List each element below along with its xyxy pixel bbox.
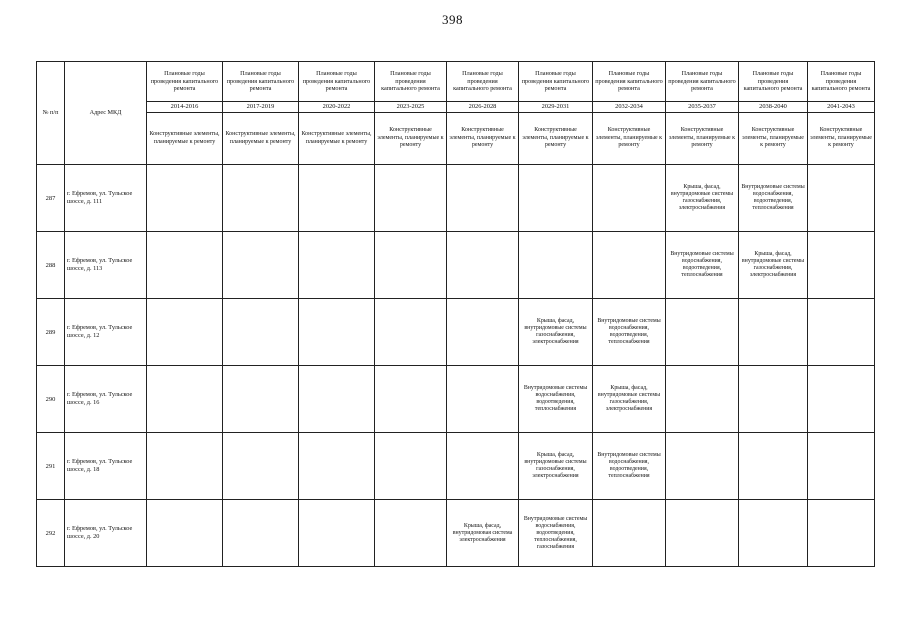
page-number: 398 [442, 12, 463, 27]
period-label: Плановые годы проведения капитального ремонта [593, 62, 666, 102]
repair-cell [447, 232, 519, 299]
row-number: 288 [37, 232, 65, 299]
period-sublabel: Конструктивные элементы, планируемые к ремонту [666, 113, 739, 165]
row-address: г. Ефремов, ул. Тульское шоссе, д. 111 [65, 165, 147, 232]
row-address: г. Ефремов, ул. Тульское шоссе, д. 16 [65, 366, 147, 433]
repair-cell: Внутридомовые системы водоснабжения, водоотведения, теплоснабжения [593, 433, 666, 500]
repair-cell [223, 232, 299, 299]
row-address: г. Ефремов, ул. Тульское шоссе, д. 20 [65, 500, 147, 567]
row-number: 290 [37, 366, 65, 433]
repair-cell [593, 232, 666, 299]
repair-cell [375, 232, 447, 299]
repair-cell: Крыша, фасад, внутридомовые системы газоснабжения, электроснабжения [739, 232, 808, 299]
repair-cell [447, 433, 519, 500]
period-sublabel: Конструктивные элементы, планируемые к ремонту [147, 113, 223, 165]
repair-cell [223, 500, 299, 567]
repair-cell [666, 433, 739, 500]
repair-cell [519, 165, 593, 232]
repair-cell [808, 299, 875, 366]
repair-cell [447, 165, 519, 232]
period-label: Плановые годы проведения капитального ремонта [299, 62, 375, 102]
period-years: 2032-2034 [593, 102, 666, 113]
repair-cell [375, 299, 447, 366]
period-sublabel: Конструктивные элементы, планируемые к ремонту [593, 113, 666, 165]
column-header-address: Адрес МКД [65, 62, 147, 165]
row-number: 291 [37, 433, 65, 500]
repair-cell [447, 299, 519, 366]
repair-cell [808, 232, 875, 299]
repair-cell [739, 366, 808, 433]
repair-cell [808, 366, 875, 433]
period-label: Плановые годы проведения капитального ремонта [447, 62, 519, 102]
period-sublabel: Конструктивные элементы, планируемые к ремонту [375, 113, 447, 165]
table-body [37, 165, 875, 567]
table-row [37, 299, 875, 366]
repair-cell: Крыша, фасад, внутридомовые системы газоснабжения, электроснабжения [666, 165, 739, 232]
repair-cell [147, 232, 223, 299]
table-row [37, 500, 875, 567]
row-number: 292 [37, 500, 65, 567]
table-row [37, 366, 875, 433]
repair-cell [519, 232, 593, 299]
repair-cell [808, 433, 875, 500]
repair-cell: Внутридомовые системы водоснабжения, водоотведения, теплоснабжения [739, 165, 808, 232]
column-header-number: № п/п [37, 62, 65, 165]
period-label: Плановые годы проведения капитального ремонта [519, 62, 593, 102]
repair-cell: Крыша, фасад, внутридомовые системы газоснабжения, электроснабжения [519, 299, 593, 366]
repair-cell: Внутридомовые системы водоснабжения, водоотведения, теплоснабжения [666, 232, 739, 299]
period-years: 2023-2025 [375, 102, 447, 113]
repair-cell [223, 165, 299, 232]
period-years: 2017-2019 [223, 102, 299, 113]
period-sublabel: Конструктивные элементы, планируемые к ремонту [223, 113, 299, 165]
repair-cell [147, 299, 223, 366]
repair-cell [666, 299, 739, 366]
table-header [37, 62, 875, 165]
table-row [37, 433, 875, 500]
repair-cell [739, 500, 808, 567]
repair-cell [666, 366, 739, 433]
capital-repair-table [36, 61, 875, 567]
repair-cell [739, 299, 808, 366]
repair-cell [147, 165, 223, 232]
row-number: 289 [37, 299, 65, 366]
repair-cell [447, 366, 519, 433]
repair-cell: Крыша, фасад, внутридомовые системы газоснабжения, электроснабжения [593, 366, 666, 433]
repair-cell [375, 165, 447, 232]
repair-cell: Внутридомовые системы водоснабжения, водоотведения, теплоснабжения, газоснабжения [519, 500, 593, 567]
repair-cell [808, 165, 875, 232]
repair-cell: Внутридомовые системы водоснабжения, водоотведения, теплоснабжения [519, 366, 593, 433]
period-sublabel: Конструктивные элементы, планируемые к ремонту [299, 113, 375, 165]
period-sublabel: Конструктивные элементы, планируемые к ремонту [447, 113, 519, 165]
table-row [37, 232, 875, 299]
repair-cell [593, 500, 666, 567]
period-years: 2038-2040 [739, 102, 808, 113]
repair-cell [299, 366, 375, 433]
period-label: Плановые годы проведения капитального ремонта [739, 62, 808, 102]
period-years: 2035-2037 [666, 102, 739, 113]
period-sublabel: Конструктивные элементы, планируемые к ремонту [739, 113, 808, 165]
period-label: Плановые годы проведения капитального ремонта [375, 62, 447, 102]
repair-cell [666, 500, 739, 567]
repair-cell [593, 165, 666, 232]
repair-cell [299, 299, 375, 366]
repair-cell [299, 232, 375, 299]
repair-cell [739, 433, 808, 500]
period-label: Плановые годы проведения капитального ремонта [147, 62, 223, 102]
repair-cell [147, 433, 223, 500]
period-years: 2020-2022 [299, 102, 375, 113]
repair-cell [223, 366, 299, 433]
repair-cell [375, 500, 447, 567]
period-years: 2029-2031 [519, 102, 593, 113]
period-years: 2014-2016 [147, 102, 223, 113]
row-address: г. Ефремов, ул. Тульское шоссе, д. 113 [65, 232, 147, 299]
repair-cell [299, 433, 375, 500]
repair-cell [147, 500, 223, 567]
period-years: 2041-2043 [808, 102, 875, 113]
table-row [37, 165, 875, 232]
repair-cell [299, 500, 375, 567]
repair-cell: Внутридомовые системы водоснабжения, водоотведения, теплоснабжения [593, 299, 666, 366]
repair-cell: Крыша, фасад, внутридомовая система электроснабжения [447, 500, 519, 567]
row-address: г. Ефремов, ул. Тульское шоссе, д. 18 [65, 433, 147, 500]
period-years: 2026-2028 [447, 102, 519, 113]
period-label: Плановые годы проведения капитального ремонта [808, 62, 875, 102]
row-address: г. Ефремов, ул. Тульское шоссе, д. 12 [65, 299, 147, 366]
repair-cell [223, 433, 299, 500]
row-number: 287 [37, 165, 65, 232]
repair-cell: Крыша, фасад, внутридомовые системы газоснабжения, электроснабжения [519, 433, 593, 500]
period-label: Плановые годы проведения капитального ремонта [666, 62, 739, 102]
period-sublabel: Конструктивные элементы, планируемые к ремонту [519, 113, 593, 165]
period-sublabel: Конструктивные элементы, планируемые к ремонту [808, 113, 875, 165]
repair-cell [375, 366, 447, 433]
repair-cell [375, 433, 447, 500]
repair-cell [808, 500, 875, 567]
repair-cell [147, 366, 223, 433]
repair-cell [299, 165, 375, 232]
repair-cell [223, 299, 299, 366]
period-label: Плановые годы проведения капитального ремонта [223, 62, 299, 102]
